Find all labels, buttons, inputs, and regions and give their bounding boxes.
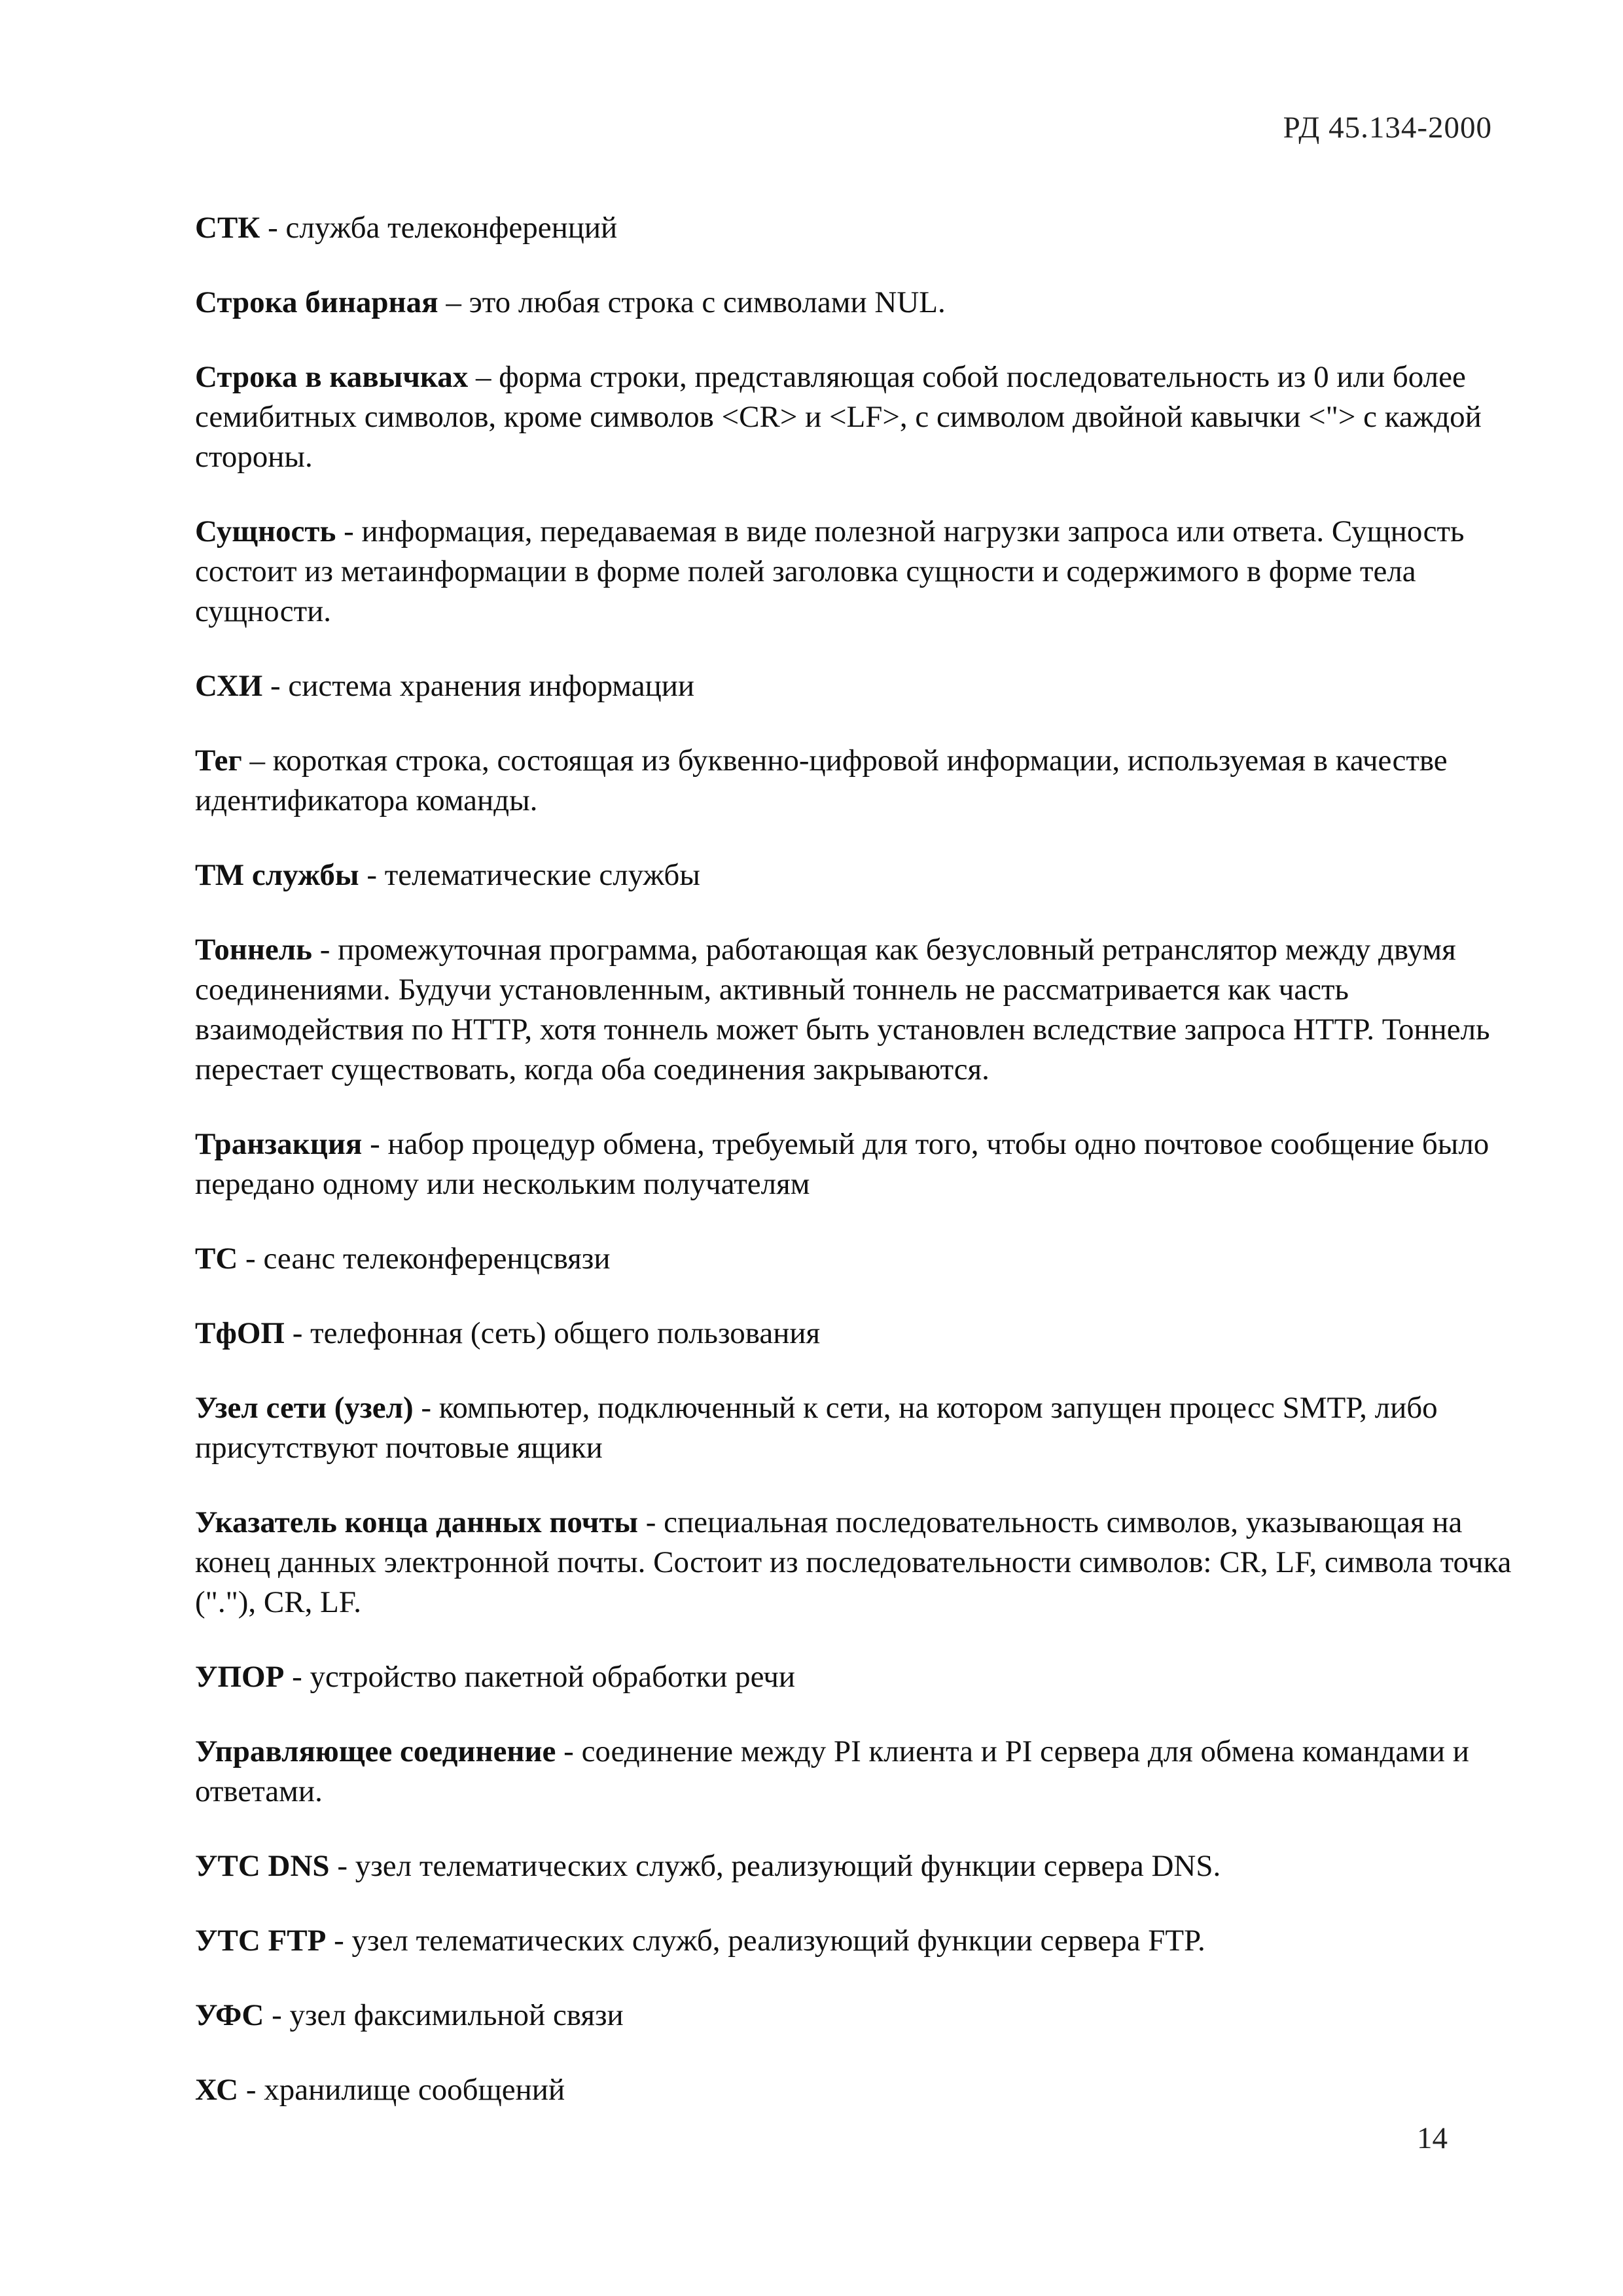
entry-definition: система хранения информации — [288, 669, 695, 703]
entry-definition: служба телеконференций — [285, 211, 618, 245]
entry-term: СТК — [195, 211, 260, 245]
glossary-entry-hs — [195, 2070, 1530, 2110]
entry-term: СХИ — [195, 669, 263, 703]
entry-definition: компьютер, подключенный к сети, на котором запущен процесс SMTP, либо присутствуют почтовые ящики — [195, 1391, 1438, 1465]
glossary-entry-skhi — [195, 666, 1530, 706]
entry-separator: - — [336, 514, 362, 548]
glossary-entry-tunnel — [195, 930, 1530, 1090]
entry-term: Строка бинарная — [195, 285, 438, 319]
glossary-entry-ts — [195, 1239, 1530, 1279]
entry-separator: - — [326, 1924, 352, 1958]
glossary-entries — [195, 208, 1530, 2145]
entry-separator: - — [638, 1505, 664, 1539]
entry-definition: промежуточная программа, работающая как безусловный ретранслятор между двумя соединениями. Будучи установленным, активный тоннель не рассматривается как часть взаимодействия по HTTP, хотя тоннель может быть установлен вследствие запроса HTTP. Тоннель перестает существовать, когда оба соединения закрываются. — [195, 933, 1490, 1086]
glossary-entry-binary-string — [195, 283, 1530, 323]
entry-term: Тег — [195, 744, 242, 778]
entry-separator: - — [312, 933, 338, 967]
glossary-entry-transaction — [195, 1124, 1530, 1204]
entry-term: Указатель конца данных почты — [195, 1505, 639, 1539]
entry-definition: узел телематических служб, реализующий функции сервера FTP. — [351, 1924, 1205, 1958]
document-code: РД 45.134-2000 — [1283, 111, 1492, 145]
entry-definition: сеанс телеконференцсвязи — [263, 1242, 611, 1276]
glossary-entry-tag — [195, 741, 1530, 821]
glossary-entry-quoted-string — [195, 357, 1530, 477]
entry-term: ТС — [195, 1242, 238, 1276]
entry-definition: информация, передаваемая в виде полезной нагрузки запроса или ответа. Сущность состоит из метаинформации в форме полей заголовка сущности и содержимого в форме тела сущности. — [195, 514, 1465, 628]
glossary-entry-end-of-mail-data — [195, 1503, 1530, 1623]
entry-term: ТфОП — [195, 1316, 285, 1350]
entry-term: УТС FTP — [195, 1924, 327, 1958]
glossary-entry-entity — [195, 512, 1530, 632]
entry-definition: хранилище сообщений — [264, 2073, 565, 2107]
glossary-entry-tm-services — [195, 855, 1530, 895]
entry-separator: – — [468, 360, 499, 394]
entry-definition: это любая строка с символами NUL. — [469, 285, 946, 319]
entry-separator: - — [556, 1734, 582, 1768]
glossary-entry-upor — [195, 1657, 1530, 1697]
entry-separator: - — [362, 1127, 388, 1161]
entry-separator: - — [284, 1660, 310, 1694]
glossary-entry-network-node — [195, 1388, 1530, 1468]
entry-term: Управляющее соединение — [195, 1734, 556, 1768]
entry-term: УПОР — [195, 1660, 285, 1694]
entry-definition: узел телематических служб, реализующий функции сервера DNS. — [355, 1849, 1221, 1883]
entry-definition: телематические службы — [384, 858, 700, 892]
glossary-entry-uts-dns — [195, 1846, 1530, 1886]
entry-separator: - — [262, 669, 289, 703]
entry-definition: короткая строка, состоящая из буквенно-цифровой информации, используемая в качестве идентификатора команды. — [195, 744, 1448, 817]
glossary-entry-uts-ftp — [195, 1921, 1530, 1961]
entry-separator: - — [238, 2073, 264, 2107]
page-number: 14 — [1417, 2121, 1448, 2155]
entry-definition: телефонная (сеть) общего пользования — [310, 1316, 821, 1350]
entry-term: Транзакция — [195, 1127, 363, 1161]
entry-separator: - — [238, 1242, 264, 1276]
entry-term: ХС — [195, 2073, 239, 2107]
entry-definition: набор процедур обмена, требуемый для того, чтобы одно почтовое сообщение было передано одному или нескольким получателям — [195, 1127, 1489, 1201]
entry-separator: - — [329, 1849, 355, 1883]
glossary-entry-tfop — [195, 1314, 1530, 1354]
entry-term: Сущность — [195, 514, 336, 548]
entry-definition: узел факсимильной связи — [289, 1998, 624, 2032]
entry-definition: форма строки, представляющая собой последовательность из 0 или более семибитных символов, кроме символов <CR> и <LF>, с символом двойной кавычки <"> с каждой стороны. — [195, 360, 1482, 474]
entry-term: Строка в кавычках — [195, 360, 469, 394]
entry-term: Узел сети (узел) — [195, 1391, 414, 1425]
entry-definition: устройство пакетной обработки речи — [310, 1660, 796, 1694]
entry-separator: - — [284, 1316, 311, 1350]
entry-definition: специальная последовательность символов, указывающая на конец данных электронной почты. Состоит из последовательности символов: CR, LF, символа точка ("."), CR, LF. — [195, 1505, 1512, 1619]
entry-term: ТМ службы — [195, 858, 359, 892]
entry-separator: - — [264, 1998, 290, 2032]
entry-separator: - — [359, 858, 385, 892]
entry-separator: – — [438, 285, 469, 319]
glossary-entry-control-connection — [195, 1732, 1530, 1812]
entry-definition: соединение между PI клиента и PI сервера для обмена командами и ответами. — [195, 1734, 1469, 1808]
entry-term: УТС DNS — [195, 1849, 330, 1883]
entry-term: Тоннель — [195, 933, 312, 967]
entry-separator: - — [260, 211, 286, 245]
glossary-entry-stk — [195, 208, 1530, 248]
entry-term: УФС — [195, 1998, 264, 2032]
entry-separator: – — [241, 744, 273, 778]
glossary-entry-ufs — [195, 1996, 1530, 2036]
entry-separator: - — [413, 1391, 439, 1425]
